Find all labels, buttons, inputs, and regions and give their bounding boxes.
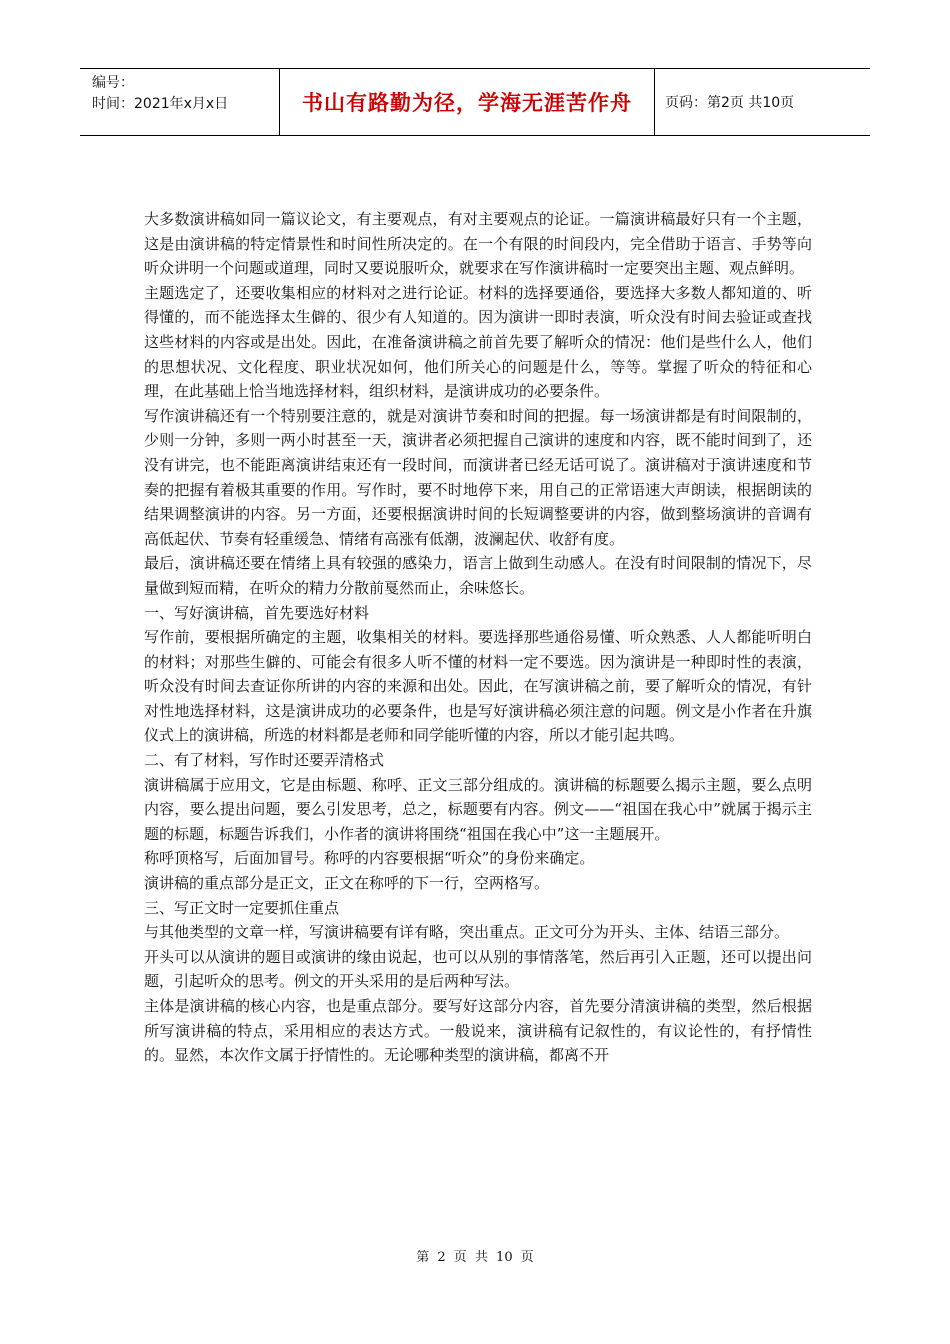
- paragraph: 主体是演讲稿的核心内容，也是重点部分。要写好这部分内容，首先要分清演讲稿的类型，然后根据所写演讲稿的特点，采用相应的表达方式。一般说来，演讲稿有记叙性的，有议论性的，有抒情性的。显然，本次作文属于抒情性的。无论哪种类型的演讲稿，都离不开: [144, 997, 812, 1065]
- body-text: [144, 207, 812, 1068]
- paragraph: 写作前，要根据所确定的主题，收集相关的材料。要选择那些通俗易懂、听众熟悉、人人都能听明白的材料；对那些生僻的、可能会有很多人听不懂的材料一定不要选。因为演讲是一种即时性的表演，听众没有时间去查证你所讲的内容的来源和出处。因此，在写演讲稿之前，要了解听众的情况，有针对性地选择材料，这是演讲成功的必要条件，也是写好演讲稿必须注意的问题。例文是小作者在升旗仪式上的演讲稿，所选的材料都是老师和同学能听懂的内容，所以才能引起共鸣。: [144, 628, 812, 745]
- motto: 书山有路勤为径，学海无涯苦作舟: [280, 69, 655, 135]
- paragraph: 最后，演讲稿还要在情绪上具有较强的感染力，语言上做到生动感人。在没有时间限制的情况下，尽量做到短而精，在听众的精力分散前戛然而止，余味悠长。: [144, 554, 812, 597]
- paragraph: 演讲稿属于应用文，它是由标题、称呼、正文三部分组成的。演讲稿的标题要么揭示主题，要么点明内容，要么提出问题，要么引发思考，总之，标题要有内容。例文——“祖国在我心中”就属于揭示主题的标题，标题告诉我们，小作者的演讲将围绕“祖国在我心中”这一主题展开。: [144, 775, 812, 843]
- section-heading: 二、有了材料，写作时还要弄清格式: [144, 751, 385, 770]
- page-info: 页码：第2页 共10页: [665, 95, 795, 111]
- paragraph: 写作演讲稿还有一个特别要注意的，就是对演讲节奏和时间的把握。每一场演讲都是有时间限制的，少则一分钟，多则一两小时甚至一天，演讲者必须把握自己演讲的速度和内容，既不能时间到了，还没有讲完，也不能距离演讲结束还有一段时间，而演讲者已经无话可说了。演讲稿对于演讲速度和节奏的把握有着极其重要的作用。写作时，要不时地停下来，用自己的正常语速大声朗读，根据朗读的结果调整演讲的内容。另一方面，还要根据演讲时间的长短调整要讲的内容，做到整场演讲的音调有高低起伏、节奏有轻重缓急、情绪有高涨有低潮，波澜起伏、收舒有度。: [144, 406, 812, 548]
- paragraph: 与其他类型的文章一样，写演讲稿要有详有略，突出重点。正文可分为开头、主体、结语三部分。: [144, 923, 790, 942]
- date-label: 时间：2021年x月x日: [92, 96, 229, 112]
- paragraph: 称呼顶格写，后面加冒号。称呼的内容要根据“听众”的身份来确定。: [144, 849, 595, 868]
- header-table: [80, 68, 870, 136]
- number-label: 编号：: [92, 75, 134, 91]
- paragraph: 演讲稿的重点部分是正文，正文在称呼的下一行，空两格写。: [144, 874, 550, 893]
- paragraph: 主题选定了，还要收集相应的材料对之进行论证。材料的选择要通俗，要选择大多数人都知道的、听得懂的，而不能选择太生僻的、很少有人知道的。因为演讲一即时表演，听众没有时间去验证或查找这些材料的内容或是出处。因此，在准备演讲稿之前首先要了解听众的情况：他们是些什么人，他们的思想状况、文化程度、职业状况如何，他们所关心的问题是什么，等等。掌握了听众的特征和心理，在此基础上恰当地选择材料，组织材料，是演讲成功的必要条件。: [144, 283, 812, 401]
- page-footer: 第 2 页 共 10 页: [416, 1250, 534, 1265]
- paragraph: 开头可以从演讲的题目或演讲的缘由说起，也可以从别的事情落笔，然后再引入正题，还可以提出问题，引起听众的思考。例文的开头采用的是后两种写法。: [144, 947, 812, 991]
- paragraph: 大多数演讲稿如同一篇议论文，有主要观点，有对主要观点的论证。一篇演讲稿最好只有一个主题，这是由演讲稿的特定情景性和时间性所决定的。在一个有限的时间段内，完全借助于语言、手势等向听众讲明一个问题或道理，同时又要说服听众，就要求在写作演讲稿时一定要突出主题、观点鲜明。: [144, 210, 812, 278]
- section-heading: 一、写好演讲稿，首先要选好材料: [144, 603, 370, 622]
- section-heading: 三、写正文时一定要抓住重点: [144, 898, 340, 917]
- header-meta: [80, 69, 280, 135]
